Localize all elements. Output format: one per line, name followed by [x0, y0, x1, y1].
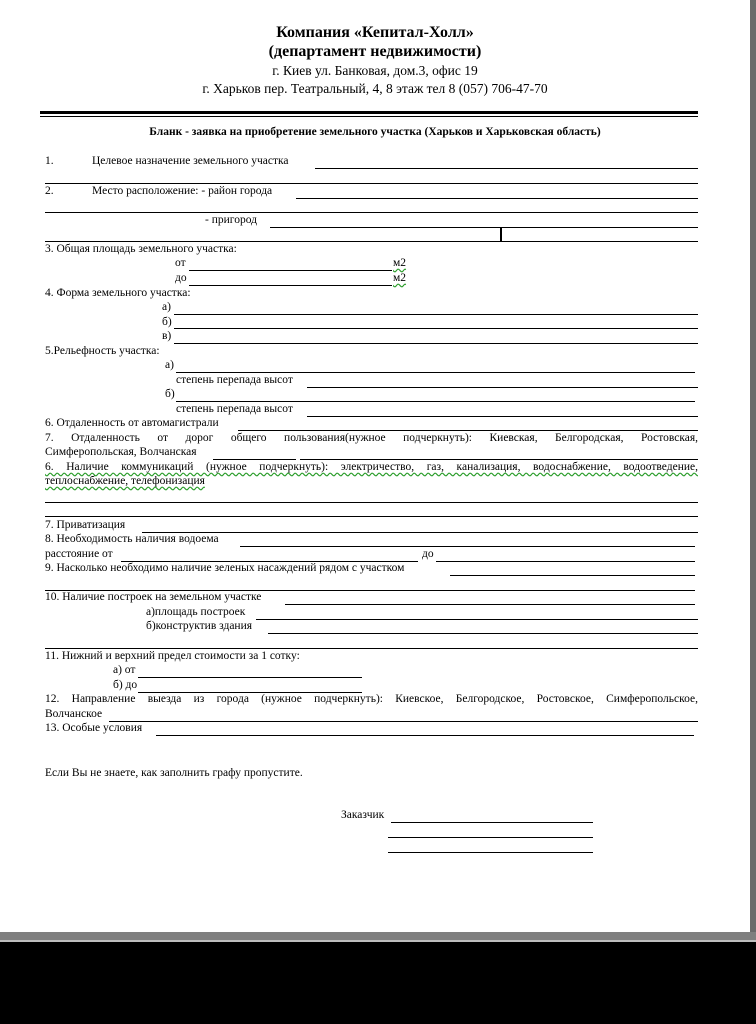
q11-to-label: б) до [113, 679, 138, 691]
customer-line-1[interactable] [391, 822, 593, 823]
q9-label: 9. Насколько необходимо наличие зеленых насаждений рядом с участком [45, 562, 405, 574]
q12-text-line1: 12. Направление выезда из города (нужное подчеркнуть): Киевское, Белгородское, Ростовское, Симферопольское, [45, 693, 698, 705]
q10-line-2[interactable] [45, 648, 698, 649]
q2-label: Место расположение: - район города [92, 185, 273, 197]
q11-from-label: а) от [113, 664, 136, 676]
q10-construction-line[interactable] [268, 633, 698, 634]
q7-line-a[interactable] [213, 459, 296, 460]
q2-suburb-line[interactable] [270, 227, 698, 228]
q10-construction-label: б)конструктив здания [146, 620, 253, 632]
q8-distance-from-label: расстояние от [45, 548, 113, 560]
q4-option-v: в) [162, 330, 172, 342]
q10-area-line[interactable] [256, 619, 698, 620]
instruction-note: Если Вы не знаете, как заполнить графу пропустите. [45, 767, 303, 779]
q4-line-b[interactable] [174, 328, 698, 329]
q1-input-line-2[interactable] [45, 183, 698, 184]
q7b-label: 7. Приватизация [45, 519, 126, 531]
q5-line-a[interactable] [176, 372, 695, 373]
q5-option-b: б) [165, 388, 175, 400]
q8-distance-to-line[interactable] [436, 561, 695, 562]
q7b-line[interactable] [142, 532, 698, 533]
q10-label: 10. Наличие построек на земельном участке [45, 591, 262, 603]
q4-line-a[interactable] [174, 314, 698, 315]
q3-unit-1: м2 [393, 257, 407, 269]
q6b-text-line2: теплоснабжение, телефонизация [45, 475, 205, 487]
page-shadow-right [750, 0, 756, 940]
q9-line[interactable] [450, 575, 695, 576]
q2-suburb-line-2[interactable] [45, 241, 698, 242]
form-title: Бланк - заявка на приобретение земельного участка (Харьков и Харьковская область) [149, 126, 601, 138]
customer-line-2[interactable] [388, 837, 593, 838]
customer-label: Заказчик [341, 809, 385, 821]
q5-label: 5.Рельефность участка: [45, 345, 160, 357]
q6-label: 6. Отдаленность от автомагистрали [45, 417, 219, 429]
q3-label: 3. Общая площадь земельного участка: [45, 243, 237, 255]
q3-to-line[interactable] [189, 285, 392, 286]
q4-label: 4. Форма земельного участка: [45, 287, 191, 299]
q3-from-label: от [175, 257, 186, 269]
q11-from-line[interactable] [138, 677, 362, 678]
q6b-line-2[interactable] [45, 516, 698, 517]
q3-to-label: до [175, 272, 187, 284]
q5-option-a: а) [165, 359, 174, 371]
text-cursor [500, 228, 502, 241]
q8-distance-to-label: до [422, 548, 434, 560]
q12-text-line2: Волчанское [45, 708, 103, 720]
q1-input-line[interactable] [315, 168, 698, 169]
q5-line-b[interactable] [176, 401, 695, 402]
q8-line[interactable] [240, 546, 695, 547]
q5-slope-b-line[interactable] [307, 416, 698, 417]
q3-unit-2: м2 [393, 272, 407, 284]
address-kharkov: г. Харьков пер. Театральный, 4, 8 этаж тел 8 (057) 706-47-70 [202, 81, 548, 96]
q10-area-label: а)площадь построек [146, 606, 246, 618]
q2-input-line[interactable] [296, 198, 698, 199]
q6b-line-1[interactable] [45, 502, 698, 503]
q4-option-b: б) [162, 316, 172, 328]
address-kiev: г. Киев ул. Банковая, дом.3, офис 19 [272, 63, 478, 78]
q7-line-b[interactable] [300, 459, 698, 460]
q10-line[interactable] [285, 604, 695, 605]
header-divider-thick [40, 111, 698, 114]
q3-from-line[interactable] [189, 270, 392, 271]
q6b-text-line1: 6. Наличие коммуникаций (нужное подчеркнуть): электричество, газ, канализация, водоснабжение, водоотведение, [45, 461, 698, 473]
q11-label: 11. Нижний и верхний предел стоимости за 1 сотку: [45, 650, 300, 662]
page-shadow-bottom [0, 932, 756, 940]
q7-text-line2: Симферопольская, Волчанская [45, 446, 197, 458]
q12-line[interactable] [109, 721, 698, 722]
q5-slope-a-label: степень перепада высот [176, 374, 293, 386]
company-name: Компания «Кепитал-Холл» [276, 24, 474, 41]
q2-number: 2. [45, 185, 54, 197]
header-divider-thin [40, 116, 698, 117]
q13-label: 13. Особые условия [45, 722, 143, 734]
q4-option-a: а) [162, 301, 171, 313]
q7-text-line1: 7. Отдаленность от дорог общего пользования(нужное подчеркнуть): Киевская, Белгородская, Ростовская, [45, 432, 698, 444]
department-name: (департамент недвижимости) [268, 43, 482, 60]
q5-slope-a-line[interactable] [307, 387, 698, 388]
q2-input-line-2[interactable] [45, 212, 698, 213]
q8-label: 8. Необходимость наличия водоема [45, 533, 219, 545]
q13-line[interactable] [156, 735, 694, 736]
q1-number: 1. [45, 155, 54, 167]
q5-slope-b-label: степень перепада высот [176, 403, 293, 415]
page-shadow-bottom-edge [0, 940, 756, 942]
q1-label: Целевое назначение земельного участка [92, 155, 289, 167]
q2-suburb-label: - пригород [205, 214, 257, 226]
q4-line-v[interactable] [174, 343, 698, 344]
customer-line-3[interactable] [388, 852, 593, 853]
q6-line[interactable] [238, 430, 698, 431]
